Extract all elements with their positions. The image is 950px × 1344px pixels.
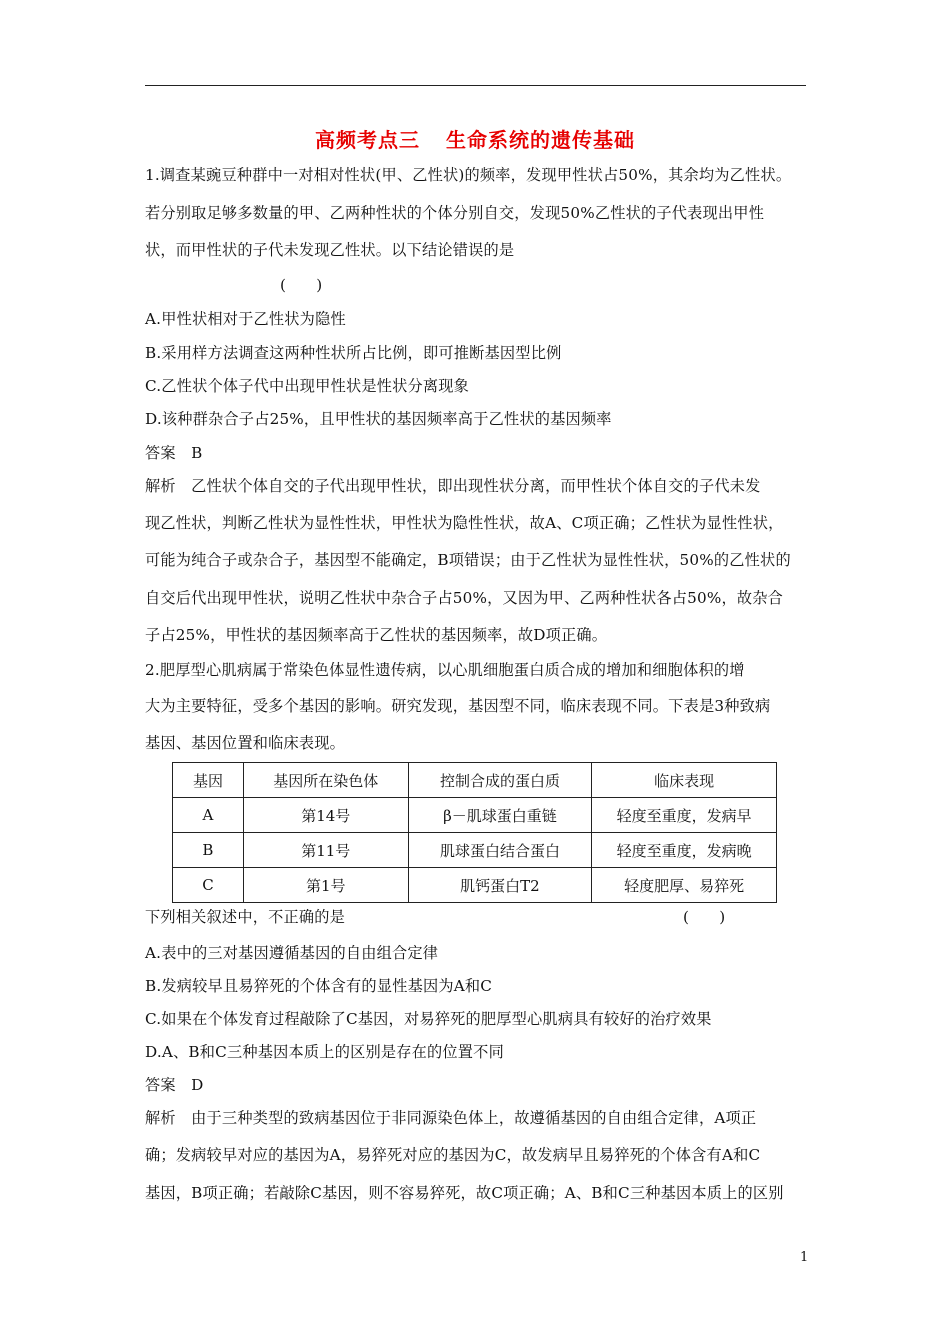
page-number: 1 — [800, 1250, 809, 1265]
table-cell: 肌球蛋白结合蛋白 — [408, 833, 592, 868]
header-rule — [145, 85, 806, 86]
q2-stem-line-2: 大为主要特征，受多个基因的影响。研究发现，基因型不同，临床表现不同。下表是3种致病 — [145, 697, 771, 715]
q2-analysis-line-3: 基因，B项正确；若敲除C基因，则不容易猝死，故C项正确；A、B和C三种基因本质上的区别 — [145, 1184, 784, 1202]
table-header-row — [173, 763, 777, 798]
table-row — [173, 833, 777, 868]
q1-analysis-line-2: 现乙性状，判断乙性状为显性性状，甲性状为隐性性状，故A、C项正确；乙性状为显性性状， — [145, 514, 784, 532]
q2-answer-blank: ( ) — [683, 908, 726, 926]
table-cell: A — [173, 798, 244, 833]
table-cell: C — [173, 868, 244, 903]
table-header-cell: 基因所在染色体 — [243, 763, 408, 798]
table-cell: 轻度至重度，发病晚 — [592, 833, 777, 868]
q1-analysis-line-1: 解析 乙性状个体自交的子代出现甲性状，即出现性状分离，而甲性状个体自交的子代未发 — [145, 477, 761, 495]
table-cell: 轻度至重度，发病早 — [592, 798, 777, 833]
q1-option-a: A.甲性状相对于乙性状为隐性 — [145, 310, 346, 328]
q1-option-c: C.乙性状个体子代中出现甲性状是性状分离现象 — [145, 377, 470, 395]
q1-answer: 答案 B — [145, 444, 203, 462]
q1-option-b: B.采用样方法调查这两种性状所占比例，即可推断基因型比例 — [145, 344, 562, 362]
q2-analysis-line-2: 确；发病较早对应的基因为A，易猝死对应的基因为C，故发病早且易猝死的个体含有A和C — [145, 1146, 761, 1164]
table-header-cell: 临床表现 — [592, 763, 777, 798]
q2-analysis-line-1: 解析 由于三种类型的致病基因位于非同源染色体上，故遵循基因的自由组合定律，A项正 — [145, 1109, 757, 1127]
table-cell: 轻度肥厚、易猝死 — [592, 868, 777, 903]
q1-stem-line-1: 1.调查某豌豆种群中一对相对性状(甲、乙性状)的频率，发现甲性状占50%，其余均为乙性状。 — [145, 166, 792, 184]
q2-stem-line-1: 2.肥厚型心肌病属于常染色体显性遗传病，以心肌细胞蛋白质合成的增加和细胞体积的增 — [145, 661, 745, 679]
title-part1: 高频考点三 — [315, 128, 420, 152]
q1-analysis-line-4: 自交后代出现甲性状，说明乙性状中杂合子占50%，又因为甲、乙两种性状各占50%，故杂合 — [145, 589, 784, 607]
table-cell: B — [173, 833, 244, 868]
q1-answer-blank: ( ) — [280, 276, 323, 294]
table-cell: 肌钙蛋白T2 — [408, 868, 592, 903]
q1-analysis-line-3: 可能为纯合子或杂合子，基因型不能确定，B项错误；由于乙性状为显性性状，50%的乙性状的 — [145, 551, 791, 569]
table-cell: 第1号 — [243, 868, 408, 903]
q2-question-stem: 下列相关叙述中，不正确的是 — [145, 908, 346, 926]
table-cell: 第14号 — [243, 798, 408, 833]
title-part2: 生命系统的遗传基础 — [446, 128, 635, 152]
q2-answer: 答案 D — [145, 1076, 204, 1094]
q2-option-d: D.A、B和C三种基因本质上的区别是存在的位置不同 — [145, 1043, 504, 1061]
q1-stem-line-3: 状，而甲性状的子代未发现乙性状。以下结论错误的是 — [145, 241, 515, 259]
table-cell: β－肌球蛋白重链 — [408, 798, 592, 833]
gene-table — [172, 762, 777, 903]
q1-analysis-line-5: 子占25%，甲性状的基因频率高于乙性状的基因频率，故D项正确。 — [145, 626, 608, 644]
q2-option-b: B.发病较早且易猝死的个体含有的显性基因为A和C — [145, 977, 493, 995]
section-title — [0, 124, 950, 153]
table-header-cell: 控制合成的蛋白质 — [408, 763, 592, 798]
q1-option-d: D.该种群杂合子占25%，且甲性状的基因频率高于乙性状的基因频率 — [145, 410, 612, 428]
table-row — [173, 868, 777, 903]
q2-stem-line-3: 基因、基因位置和临床表现。 — [145, 734, 346, 752]
table-header-cell: 基因 — [173, 763, 244, 798]
table-cell: 第11号 — [243, 833, 408, 868]
q1-stem-line-2: 若分别取足够多数量的甲、乙两种性状的个体分别自交，发现50%乙性状的子代表现出甲性 — [145, 204, 765, 222]
q2-option-c: C.如果在个体发育过程敲除了C基因，对易猝死的肥厚型心肌病具有较好的治疗效果 — [145, 1010, 712, 1028]
table-row — [173, 798, 777, 833]
q2-option-a: A.表中的三对基因遵循基因的自由组合定律 — [145, 944, 439, 962]
